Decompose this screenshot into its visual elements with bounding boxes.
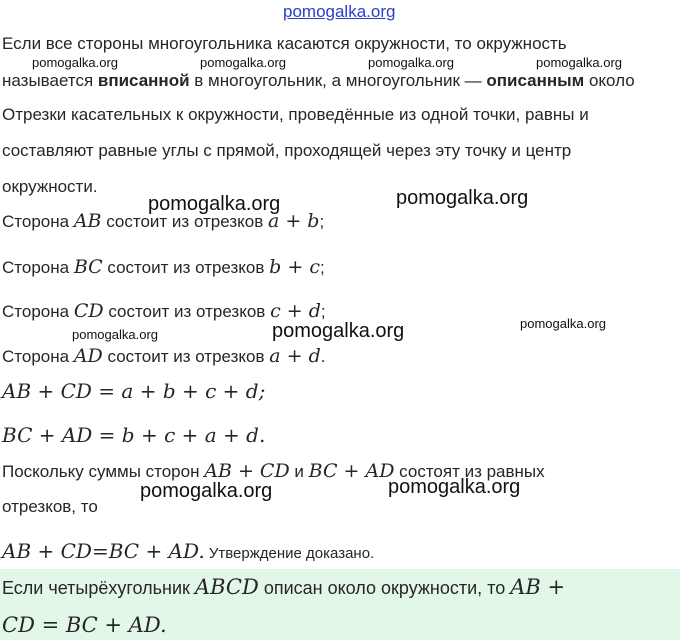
- conclusion-line-2: отрезков, то: [2, 497, 98, 516]
- side-sum: c + d: [270, 300, 321, 322]
- side-prefix: Сторона: [2, 212, 74, 231]
- side-name: AD: [73, 345, 103, 367]
- side-name: CD: [73, 300, 104, 322]
- side-end: ;: [319, 258, 325, 277]
- side-prefix: Сторона: [2, 258, 74, 277]
- theorem-text: описан около окружности, то: [258, 578, 511, 598]
- theorem-text: Если четырёхугольник: [2, 578, 195, 598]
- definition-text: около: [584, 71, 635, 90]
- tangent-property-line-2: составляют равные углы с прямой, проходящей через эту точку и центр: [2, 141, 572, 160]
- side-name: AB: [73, 210, 102, 232]
- side-middle: состоит из отрезков: [102, 347, 270, 366]
- watermark: pomogalka.org: [140, 480, 273, 502]
- site-link[interactable]: pomogalka.org: [283, 2, 396, 21]
- side-ad-line: [2, 345, 326, 368]
- term-inscribed: вписанной: [97, 71, 190, 90]
- theorem-line-1: [2, 576, 565, 599]
- side-middle: состоит из отрезков: [103, 302, 271, 321]
- watermark: pomogalka.org: [200, 55, 286, 70]
- conclusion-text: Поскольку суммы сторон: [2, 462, 205, 481]
- sum-2: BC + AD: [308, 460, 395, 482]
- equation-1: AB + CD = a + b + c + d;: [2, 379, 266, 403]
- theorem-line-2: CD = BC + AD.: [2, 613, 167, 637]
- watermark: pomogalka.org: [520, 316, 606, 331]
- watermark: pomogalka.org: [32, 55, 118, 70]
- conclusion-text: и: [289, 462, 309, 481]
- final-formula: AB + CD=BC + AD.: [2, 539, 205, 563]
- side-prefix: Сторона: [2, 302, 74, 321]
- theorem-formula-part-1: AB +: [510, 575, 566, 599]
- side-end: ;: [319, 212, 325, 231]
- side-sum: a + d: [269, 345, 321, 367]
- watermark: pomogalka.org: [396, 187, 529, 209]
- watermark: pomogalka.org: [148, 193, 281, 215]
- definition-line-2: [2, 70, 635, 92]
- watermark: pomogalka.org: [536, 55, 622, 70]
- side-bc-line: [2, 256, 325, 279]
- watermark: pomogalka.org: [388, 476, 521, 498]
- definition-line-1: Если все стороны многоугольника касаются окружности, то окружность: [2, 34, 567, 53]
- side-sum: b + c: [269, 256, 320, 278]
- side-end: ;: [320, 302, 326, 321]
- definition-text: в многоугольник, а многоугольник —: [189, 71, 487, 90]
- watermark: pomogalka.org: [368, 55, 454, 70]
- term-circumscribed: описанным: [486, 71, 585, 90]
- definition-text: называется: [2, 71, 98, 90]
- tangent-property-line-1: Отрезки касательных к окружности, проведённые из одной точки, равны и: [2, 105, 589, 124]
- side-end: .: [320, 347, 326, 366]
- equation-2: BC + AD = b + c + a + d.: [2, 423, 266, 447]
- conclusion-text: состоят из равных: [394, 462, 545, 481]
- final-text: Утверждение доказано.: [204, 545, 375, 562]
- sum-1: AB + CD: [204, 460, 290, 482]
- side-middle: состоит из отрезков: [102, 258, 270, 277]
- watermark: pomogalka.org: [272, 320, 405, 342]
- tangent-property-line-3: окружности.: [2, 177, 98, 196]
- conclusion-line-3: [2, 540, 374, 565]
- watermark: pomogalka.org: [72, 327, 158, 342]
- side-middle: состоит из отрезков: [101, 212, 268, 231]
- theorem-quad: ABCD: [194, 575, 259, 599]
- side-prefix: Сторона: [2, 347, 74, 366]
- side-name: BC: [73, 256, 103, 278]
- side-sum: a + b: [267, 210, 320, 232]
